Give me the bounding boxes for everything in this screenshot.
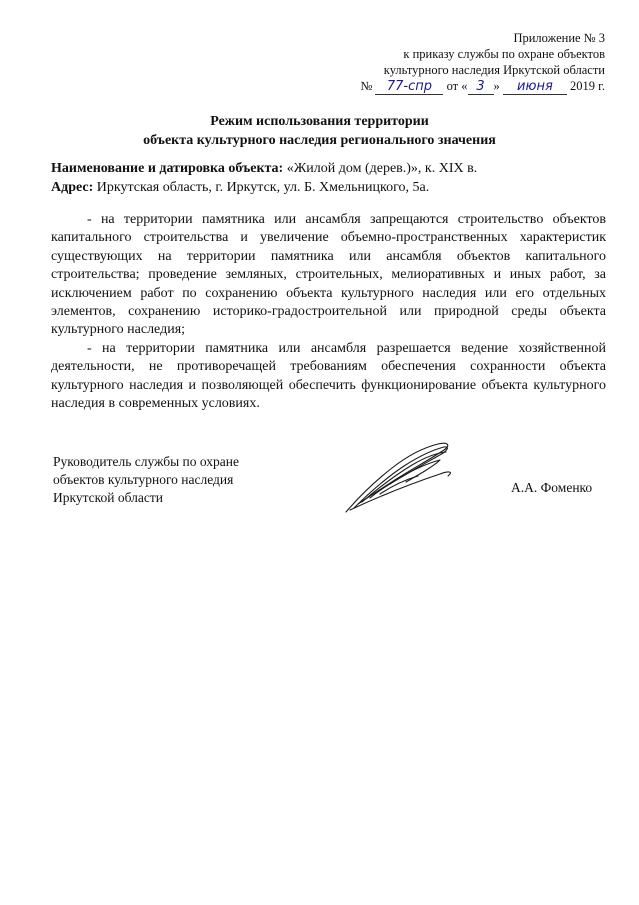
- handwritten-signature: [340, 438, 460, 516]
- title-line1: Режим использования территории: [210, 114, 429, 129]
- object-address-label: Адрес:: [51, 180, 94, 195]
- object-address-row: [51, 178, 611, 197]
- order-reference-line2: культурного наследия Иркутской области: [383, 63, 605, 77]
- regime-text: [51, 211, 606, 413]
- order-number-label: №: [360, 79, 373, 93]
- order-number-handwritten: 77-спр: [375, 80, 443, 95]
- order-year: 2019 г.: [570, 79, 605, 93]
- order-number-date: [360, 78, 605, 95]
- signer-name: А.А. Фоменко: [511, 480, 593, 495]
- signer-position: [53, 453, 239, 507]
- order-date-quote: »: [493, 79, 500, 93]
- object-address-value: Иркутская область, г. Иркутск, ул. Б. Хмельницкого, 5а.: [96, 180, 430, 195]
- object-name-value: «Жилой дом (дерев.)», к. XIX в.: [286, 161, 478, 176]
- order-reference-line1: к приказу службы по охране объектов: [403, 47, 605, 61]
- object-info: [51, 159, 611, 197]
- order-day-handwritten: 3: [468, 80, 494, 95]
- object-name-row: [51, 159, 611, 178]
- title-line2: объекта культурного наследия регионального значения: [143, 133, 496, 148]
- prohibitions-paragraph: - на территории памятника или ансамбля запрещаются строительство объектов капитального строительства и увеличение объемно-пространственных характеристик существующих на территории памятника или ансамбля объектов капитального строительства; проведение земляных, строительных, мелиоративных и иных работ, за исключением работ по сохранению объекта культурного наследия или его отдельных элементов, сохранению историко-градостроительной или природной среды объекта культурного наследия;: [51, 212, 606, 338]
- order-date-label: от «: [446, 79, 468, 93]
- signer-position-line1: Руководитель службы по охране: [53, 454, 240, 469]
- document-title: [0, 112, 639, 150]
- order-month-handwritten: июня: [503, 80, 567, 95]
- appendix-number: Приложение № 3: [513, 31, 605, 45]
- signer-position-line2: объектов культурного наследия: [53, 472, 234, 487]
- object-name-label: Наименование и датировка объекта:: [51, 161, 284, 176]
- permissions-paragraph: - на территории памятника или ансамбля разрешается ведение хозяйственной деятельности, не противоречащей требованиям обеспечения сохранности объекта культурного наследия и позволяющей обеспечить функционирование объекта культурного наследия в современных условиях.: [51, 340, 606, 412]
- appendix-header: [360, 30, 605, 95]
- signer-position-line3: Иркутской области: [53, 490, 164, 505]
